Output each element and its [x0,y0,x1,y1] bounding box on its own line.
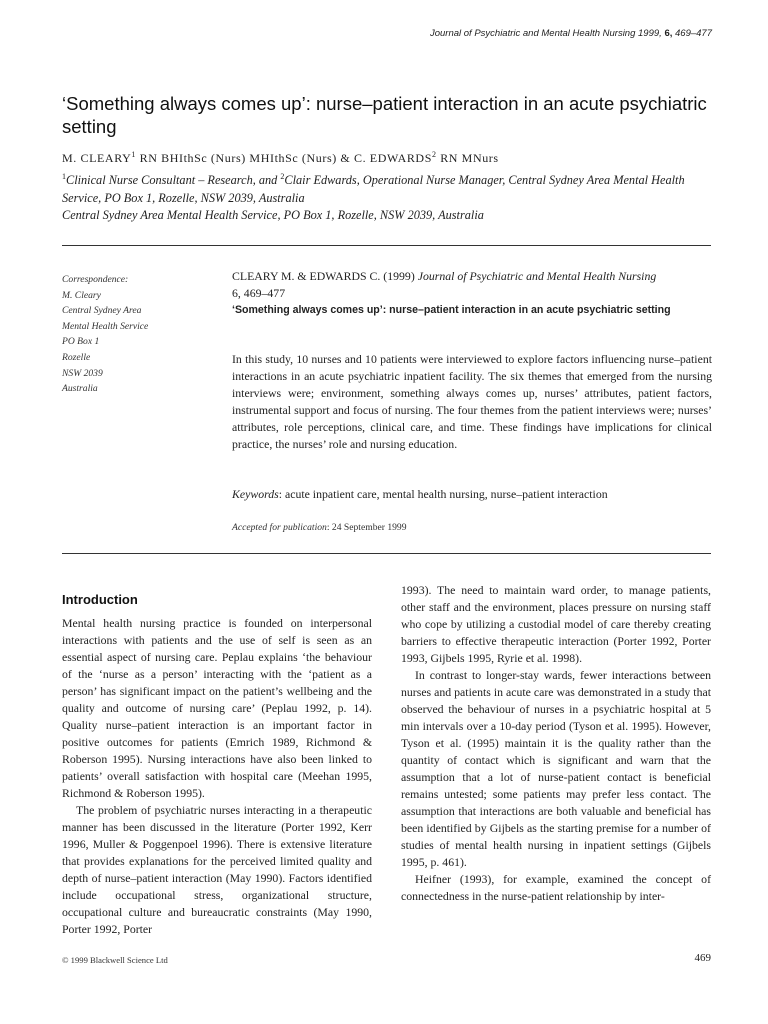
accepted-label: Accepted for publication [232,522,327,533]
paragraph: In contrast to longer-stay wards, fewer interactions between nurses and patients in acute care was demonstrated in a study that observed the behaviour of nurses in a psychiatric hospital at 5 min intervals over a 10-day period (Tyson et al. 1995). However, Tyson et al. (1995) maintain it is the quality rather than the quantity of contact which is significant and warn that the assumption that a lot of nurse-patient contact is beneficial remains untested; some patients may prefer less contact. The assumption that interactions are both valuable and beneficial has been identified by Gijbels as the starting premise for a number of studies of mental health nursing in inpatient settings (Gijbels 1995, p. 461). [401,668,711,869]
page-number: 469 [694,952,711,964]
journal-year: 1999, [638,28,662,39]
affiliations [62,168,712,225]
correspondence-line: NSW 2039 [62,367,103,379]
affiliation-1b: Clair Edwards, Operational Nurse Manager, Central Sydney Area Mental Health Service, PO Box 1, Rozelle, NSW 2039, Australia [62,173,685,205]
correspondence-label: Correspondence: [62,274,129,285]
bottom-divider [62,553,711,554]
affiliation-1a: Clinical Nurse Consultant – Research, and [66,173,278,188]
citation-journal: Journal of Psychiatric and Mental Health Nursing [417,269,657,283]
paragraph: The problem of psychiatric nurses interacting in a therapeutic manner has been discussed in the literature (Porter 1992, Kerr 1996, Muller & Poggenpoel 1996). There is extensive literature that provides explanations for the perceived limited quality and depth of nurse–patient interaction (May 1990). Factors identified include occupational stress, organizational structure, occupational culture and bureaucratic constraints (May 1990, Porter 1992, Porter [62,803,372,936]
top-divider [62,245,711,246]
body-column-right [401,582,711,905]
correspondence-line: PO Box 1 [62,336,100,348]
journal-pages: 469–477 [675,28,712,39]
journal-volume: 6, [664,28,673,39]
correspondence-line: Rozelle [62,351,91,363]
body-column-left [62,615,372,938]
author-1-credentials: RN BHIthSc (Nurs) MHIthSc (Nurs) & [139,151,351,165]
correspondence-line: Mental Health Service [62,320,149,332]
citation-block [232,268,712,319]
correspondence-line: Australia [62,383,98,395]
paragraph: Mental health nursing practice is founded on interpersonal interactions with patients and the use of self is seen as an essential aspect of nursing care. Peplau explains ‘the behaviour of the ‘nurse as a person’ interacting with the ‘patient as a person’ has significant impact on the patient’s wellbeing and the quality and outcome of nursing care’ (Peplau 1992, p. 14). Quality nurse–patient interaction is an important factor in positive outcomes for patients (Emrich 1989, Richmond & Roberson 1995). Nursing interactions have also been linked to patients’ overall satisfaction with hospital care (Meehan 1995, Richmond & Roberson 1995). [62,616,372,800]
author-2-credentials: RN MNurs [440,151,499,165]
keywords [232,487,712,502]
affiliation-1 [62,168,712,207]
author-2-name: C. EDWARDS [353,151,432,165]
abstract: In this study, 10 nurses and 10 patients were interviewed to explore factors influencing nurse–patient interactions in an acute psychiatric inpatient facility. The six themes that emerged from the nursing interviews were; environment, something always comes up, nurses’ attributes, patient factors, instrumental support and focus of nursing. The four themes from the patient interviews were; nurses’ attributes, role perceptions, clinical care, and time. These findings have implications for clinical practice, the nurses’ role and nursing education. [232,352,712,451]
citation-authors: CLEARY M. & EDWARDS C. (1999) [232,269,415,283]
article-title: ‘Something always comes up’: nurse–patient interaction in an acute psychiatric setting [62,93,707,137]
citation-volume-pages: 6, 469–477 [232,286,286,300]
correspondence-line: Central Sydney Area [62,305,142,317]
author-1-sup: 1 [131,150,137,159]
affiliation-sup-1: 1 [62,172,66,181]
accepted-date [232,522,407,533]
correspondence-block [62,272,212,397]
journal-name: Journal of Psychiatric and Mental Health Nursing [429,28,636,39]
journal-header [430,28,712,39]
accepted-text: : 24 September 1999 [326,522,407,533]
citation-article-title: ‘Something always comes up’: nurse–patient interaction in an acute psychiatric setting [232,304,671,316]
copyright: © 1999 Blackwell Science Ltd [62,955,168,965]
affiliation-2: Central Sydney Area Mental Health Service, PO Box 1, Rozelle, NSW 2039, Australia [62,208,484,223]
section-heading-introduction: Introduction [62,592,138,607]
affiliation-sup-2: 2 [280,172,285,181]
correspondence-line: M. Cleary [62,289,101,301]
paragraph: 1993). The need to maintain ward order, to manage patients, other staff and the environment, places pressure on nursing staff who cope by utilizing a custodial model of care thereby creating barriers to effective therapeutic interaction (Porter 1992, Porter 1993, Gijbels 1995, Ryrie et al. 1998). [401,583,711,665]
author-2-sup: 2 [431,150,437,159]
keywords-label: Keywords [232,487,279,501]
paragraph: Heifner (1993), for example, examined the concept of connectedness in the nurse-patient relationship by inter- [401,872,711,903]
author-1-name: M. CLEARY [62,151,132,165]
keywords-text: : acute inpatient care, mental health nursing, nurse–patient interaction [278,487,608,501]
author-line [62,150,499,166]
